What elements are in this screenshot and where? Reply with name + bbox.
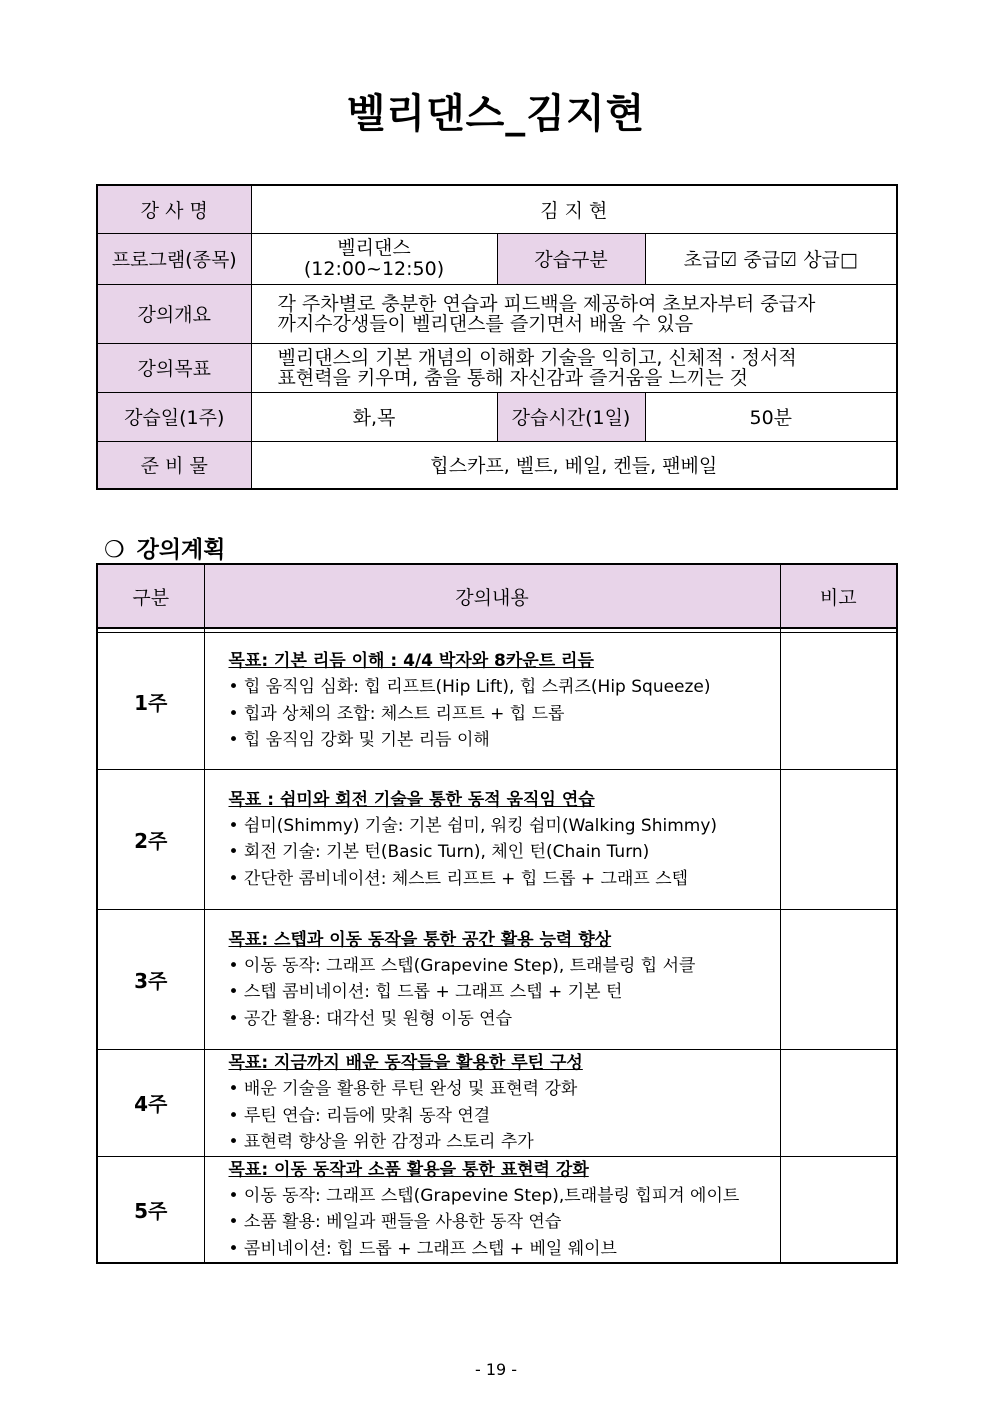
- week-content: [204, 1156, 780, 1263]
- materials-value: 힙스카프, 벨트, 베일, 켄들, 팬베일: [251, 441, 897, 489]
- week-note: [780, 633, 897, 770]
- goal-line2: 표현력을 키우며, 춤을 통해 자신감과 즐거움을 느끼는 것: [277, 366, 748, 389]
- list-item: • 쉼미(Shimmy) 기술: 기본 쉼미, 워킹 쉼미(Walking Shimmy): [228, 815, 718, 836]
- week-label: 3주: [97, 910, 204, 1050]
- overview-line1: 각 주차별로 충분한 연습과 피드백을 제공하여 초보자부터 중급자: [277, 292, 816, 315]
- header-note: 비고: [780, 564, 897, 628]
- level-label: 강습구분: [497, 233, 645, 284]
- instructor-label: 강 사 명: [97, 185, 251, 233]
- header-category: 구분: [97, 564, 204, 628]
- list-item: • 힙 움직임 심화: 힙 리프트(Hip Lift), 힙 스퀴즈(Hip Squeeze): [228, 677, 711, 698]
- list-item: • 회전 기술: 기본 턴(Basic Turn), 체인 턴(Chain Turn): [228, 842, 650, 863]
- list-item: • 루틴 연습: 리듬에 맞춰 동작 연결: [228, 1105, 491, 1126]
- week-label: 2주: [97, 770, 204, 910]
- week-note: [780, 1156, 897, 1263]
- week-note: [780, 1050, 897, 1157]
- week-goal: 목표: 기본 리듬 이해 : 4/4 박자와 8카운트 리듬: [228, 651, 594, 672]
- days-label: 강습일(1주): [97, 392, 251, 441]
- week-goal: 목표 : 쉼미와 회전 기술을 통한 동적 움직임 연습: [228, 789, 595, 810]
- days-value: 화,목: [251, 392, 497, 441]
- instructor-value: 김 지 현: [251, 185, 897, 233]
- table-row: [97, 910, 897, 1050]
- goal-line1: 벨리댄스의 기본 개념의 이해화 기술을 익히고, 신체적 · 정서적: [277, 346, 797, 369]
- list-item: • 콤비네이션: 힙 드롭 + 그래프 스텝 + 베일 웨이브: [228, 1238, 617, 1259]
- lecture-plan-table: [96, 563, 898, 1264]
- program-value: [251, 233, 497, 284]
- list-item: • 힙과 상체의 조합: 체스트 리프트 + 힙 드롭: [228, 703, 565, 724]
- week-label: 5주: [97, 1156, 204, 1263]
- overview-line2: 까지수강생들이 벨리댄스를 즐기면서 배울 수 있음: [277, 312, 694, 335]
- list-item: • 힙 움직임 강화 및 기본 리듬 이해: [228, 730, 490, 751]
- list-item: • 공간 활용: 대각선 및 원형 이동 연습: [228, 1008, 512, 1029]
- week-content: [204, 1050, 780, 1157]
- level-value: 초급☑ 중급☑ 상급□: [645, 233, 897, 284]
- week-goal: 목표: 스텝과 이동 동작을 통한 공간 활용 능력 향상: [228, 929, 612, 950]
- week-content: [204, 910, 780, 1050]
- duration-value: 50분: [645, 392, 897, 441]
- section-title: 강의계획: [136, 537, 226, 563]
- list-item: • 스텝 콤비네이션: 힙 드롭 + 그래프 스텝 + 기본 턴: [228, 982, 623, 1003]
- list-item: • 이동 동작: 그래프 스텝(Grapevine Step),트래블링 힙피겨 에이트: [228, 1185, 740, 1206]
- overview-label: 강의개요: [97, 284, 251, 343]
- goal-value: [251, 343, 897, 392]
- table-row: [97, 770, 897, 910]
- week-note: [780, 910, 897, 1050]
- overview-value: [251, 284, 897, 343]
- list-item: • 소품 활용: 베일과 팬들을 사용한 동작 연습: [228, 1212, 562, 1232]
- circle-bullet-icon: ❍: [104, 537, 125, 563]
- week-goal: 목표: 이동 동작과 소품 활용을 통한 표현력 강화: [228, 1159, 589, 1180]
- week-content: [204, 633, 780, 770]
- week-note: [780, 770, 897, 910]
- page-title: 벨리댄스_김지현: [346, 91, 646, 137]
- program-time: (12:00~12:50): [303, 257, 445, 280]
- page-number: - 19 -: [474, 1360, 518, 1379]
- week-label: 4주: [97, 1050, 204, 1157]
- duration-label: 강습시간(1일): [497, 392, 645, 441]
- goal-label: 강의목표: [97, 343, 251, 392]
- section-heading: [104, 531, 226, 564]
- list-item: • 간단한 콤비네이션: 체스트 리프트 + 힙 드롭 + 그래프 스텝: [228, 868, 689, 889]
- list-item: • 이동 동작: 그래프 스텝(Grapevine Step), 트래블링 힙 서클: [228, 955, 696, 976]
- list-item: • 배운 기술을 활용한 루틴 완성 및 표현력 강화: [228, 1079, 578, 1099]
- week-goal: 목표: 지금까지 배운 동작들을 활용한 루틴 구성: [228, 1053, 583, 1073]
- list-item: • 표현력 향상을 위한 감정과 스토리 추가: [228, 1132, 534, 1152]
- course-info-table: [96, 184, 898, 490]
- week-label: 1주: [97, 633, 204, 770]
- table-row: [97, 1156, 897, 1263]
- table-row: [97, 1050, 897, 1157]
- header-content: 강의내용: [204, 564, 780, 628]
- program-name: 벨리댄스: [337, 236, 411, 259]
- table-row: [97, 633, 897, 770]
- materials-label: 준 비 물: [97, 441, 251, 489]
- program-label: 프로그램(종목): [97, 233, 251, 284]
- week-content: [204, 770, 780, 910]
